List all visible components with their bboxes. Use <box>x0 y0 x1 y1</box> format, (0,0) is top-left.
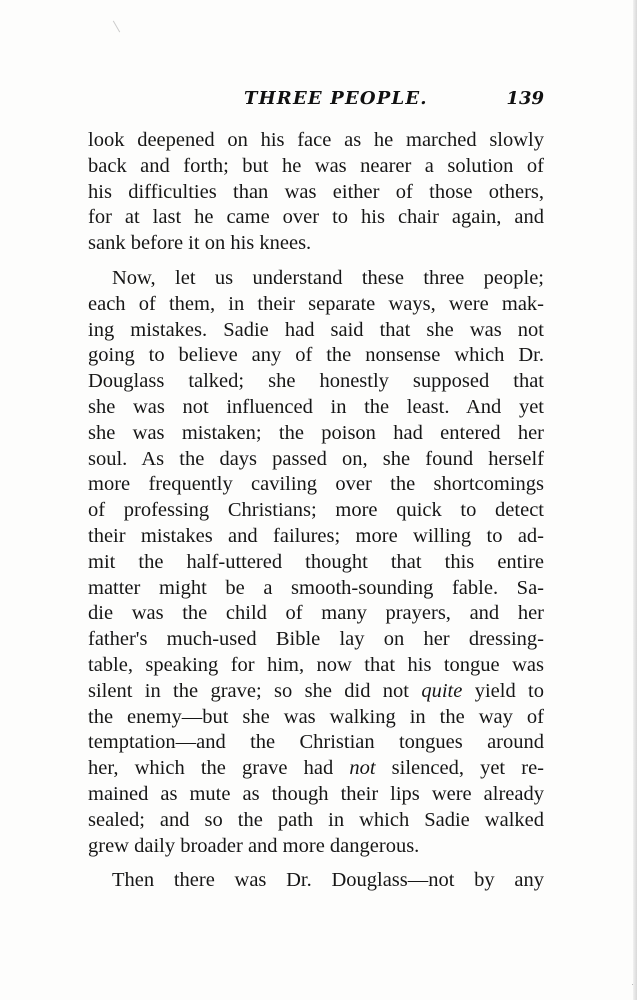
line-text-after: yield to <box>462 679 544 702</box>
body-text <box>88 128 544 894</box>
text-line: die was the child of many prayers, and her <box>88 602 544 625</box>
text-line: ing mistakes. Sadie had said that she was not <box>88 318 544 341</box>
text-line: back and forth; but he was nearer a solution of <box>88 154 544 177</box>
paragraph-gap <box>88 859 544 868</box>
paragraph-gap <box>88 257 544 266</box>
paper-speck-edge <box>632 984 636 985</box>
text-line: Douglass talked; she honestly supposed that <box>88 370 544 393</box>
running-head: THREE PEOPLE. <box>244 88 428 109</box>
text-line: his difficulties than was either of those others, <box>88 180 544 203</box>
text-line: she was mistaken; the poison had entered her <box>88 421 544 444</box>
text-line: Then there was Dr. Douglass—not by any <box>112 869 544 892</box>
text-line-with-emphasis <box>88 756 544 782</box>
paper-speck <box>113 21 120 33</box>
text-line: of professing Christians; more quick to detect <box>88 499 544 522</box>
line-text-after: silenced, yet re- <box>375 757 544 780</box>
text-line: the enemy—but she was walking in the way of <box>88 705 544 728</box>
line-text-before: her, which the grave had <box>88 757 350 780</box>
page-number: 139 <box>506 88 544 109</box>
text-line: grew daily broader and more dangerous. <box>88 834 420 857</box>
text-line: mained as mute as though their lips were already <box>88 782 544 805</box>
text-line: temptation—and the Christian tongues around <box>88 731 544 754</box>
text-line: mit the half-uttered thought that this entire <box>88 550 544 573</box>
text-line-with-emphasis <box>88 679 544 705</box>
text-line: going to believe any of the nonsense which Dr. <box>88 344 544 367</box>
text-line: matter might be a smooth-sounding fable. Sa- <box>88 576 544 599</box>
text-line: father's much-used Bible lay on her dressing- <box>88 628 544 651</box>
text-line: soul. As the days passed on, she found herself <box>88 447 544 470</box>
text-line: table, speaking for him, now that his tongue was <box>88 653 544 676</box>
line-text-before: silent in the grave; so she did not <box>88 679 422 702</box>
text-line: for at last he came over to his chair again, and <box>88 206 544 229</box>
text-line: each of them, in their separate ways, were mak- <box>88 292 544 315</box>
text-line: sealed; and so the path in which Sadie walked <box>88 808 544 831</box>
text-line: their mistakes and failures; more willing to ad- <box>88 524 544 547</box>
text-line: sank before it on his knees. <box>88 232 312 255</box>
emphasized-word: not <box>349 757 376 780</box>
text-line: more frequently caviling over the shortcomings <box>88 473 544 496</box>
emphasized-word: quite <box>421 679 463 702</box>
text-line: look deepened on his face as he marched slowly <box>88 129 544 151</box>
text-line: Now, let us understand these three people; <box>112 266 544 289</box>
text-line: she was not influenced in the least. And yet <box>88 395 544 418</box>
page-header <box>88 88 544 112</box>
